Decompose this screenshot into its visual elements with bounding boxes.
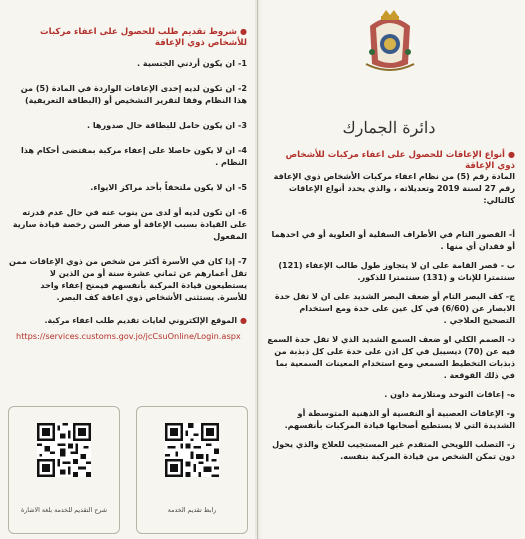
qr-code-icon [37, 423, 91, 477]
condition-7: 7-إذا كان في الأسرة أكثر من شخص من ذوي الإعاقات ممن تقل أعمارهم عن ثماني عشرة سنة أو من الذين لا يستطيعون قيادة المركبة بأنفسهم فيمنح إعفاء واحد للأسرة. يستثنى الأشخاص ذوي اعاقة كف البصر. [8, 256, 247, 302]
qr-card-service-link[interactable] [136, 406, 248, 534]
bullet-icon: ● [240, 316, 247, 325]
condition-5: 5-ان لا يكون ملتحقاً بأحد مراكز الايواء. [90, 182, 247, 192]
regulation-intro: المادة رقم (5) من نظام اعفاء مركبات الأشخاص ذوي الإعاقة رقم 27 لسنة 2019 وتعديلاته ، والذي يحدد أنواع الإعاقات كالتالي: [273, 171, 515, 205]
portal-label: ●الموقع الإلكتروني لغايات تقديم طلب اعفاء مركبة. [44, 316, 247, 325]
department-name: دائرة الجمارك [342, 118, 436, 137]
bullet-icon: ● [240, 27, 247, 36]
qr-caption-service-link: رابط تقديم الخدمة [167, 507, 217, 514]
disability-item: ز- التصلب اللويحي المتقدم غير المستجيب للعلاج والذي يحول دون تمكن الشخص من قيادة المركبة بنفسه. [272, 439, 515, 461]
disability-list [267, 228, 515, 469]
disabilities-panel [259, 0, 525, 539]
fold-line [255, 0, 263, 539]
conditions-title: ●شروط تقديم طلب للحصول على اعفاء مركبات للأشخاص ذوي الإعاقة [39, 27, 247, 48]
disability-item: ج- كف البصر التام أو ضعف البصر الشديد على ان لا تقل حدة الابصار عن (6/60) في كل عين على حدة ومع استخدام التصحيح العلاجي . [274, 291, 515, 325]
disability-item: ه- إعاقات التوحد ومتلازمة داون . [384, 389, 515, 399]
royal-crest-icon [362, 6, 418, 76]
condition-6: 6-ان تكون لديه أو لدى من ينوب عنه في حال عدم قدرته على القيادة بسبب الإعاقة أو صغر السن رخصة قيادة سارية المفعول [12, 207, 247, 241]
portal-link[interactable]: https://services.customs.gov.jo/jcCsuOnline/Login.aspx [16, 331, 241, 341]
condition-2: 2-ان تكون لديه إحدى الإعاقات الواردة في المادة (5) من هذا النظام وفقا لتقرير التشخيص أو (البطاقة التعريفية) [20, 83, 247, 105]
disability-types-title: ●أنواع الإعاقات للحصول على اعفاء مركبات للأشخاص ذوي الإعاقة [285, 150, 515, 171]
disability-item: ب - قصر القامة على ان لا يتجاوز طول طالب الإعفاء (121) سنتمترا للإناث و (131) سنتمترا للذكور. [278, 260, 515, 282]
disability-item: و- الإعاقات العصبية أو النفسية أو الذهنية المتوسطة أو الشديدة التي لا يستطيع أصحابها قيادة المركبات بأنفسهم. [284, 408, 515, 430]
condition-4: 4-ان لا يكون حاصلا على إعفاء مركبة بمقتضى أحكام هذا النظام . [20, 145, 247, 167]
qr-code-icon [165, 423, 219, 477]
disability-item: د- الصمم الكلي او ضعف السمع الشديد الذي لا تقل حدة السمع فيه عن (70) ديسيبل في كل اذن على حدة على كل ذبذبة من ذبذبات التخطيط السمعي ومع استخدام المعينات السمعية بما في ذلك القوقعة . [267, 334, 515, 380]
qr-card-sign-language[interactable] [8, 406, 120, 534]
condition-1: 1-ان يكون أردني الجنسية . [137, 58, 247, 68]
bullet-icon: ● [508, 150, 515, 159]
disability-item: أ- القصور التام في الأطراف السفلية أو العلوية أو في احدهما أو فقدان أي منها . [271, 229, 515, 251]
qr-codes [8, 406, 248, 534]
condition-3: 3-ان يكون حامل للبطاقة حال صدورها . [86, 120, 247, 130]
qr-caption-sign-language: شرح التقديم للخدمة بلغة الاشارة [20, 507, 108, 514]
